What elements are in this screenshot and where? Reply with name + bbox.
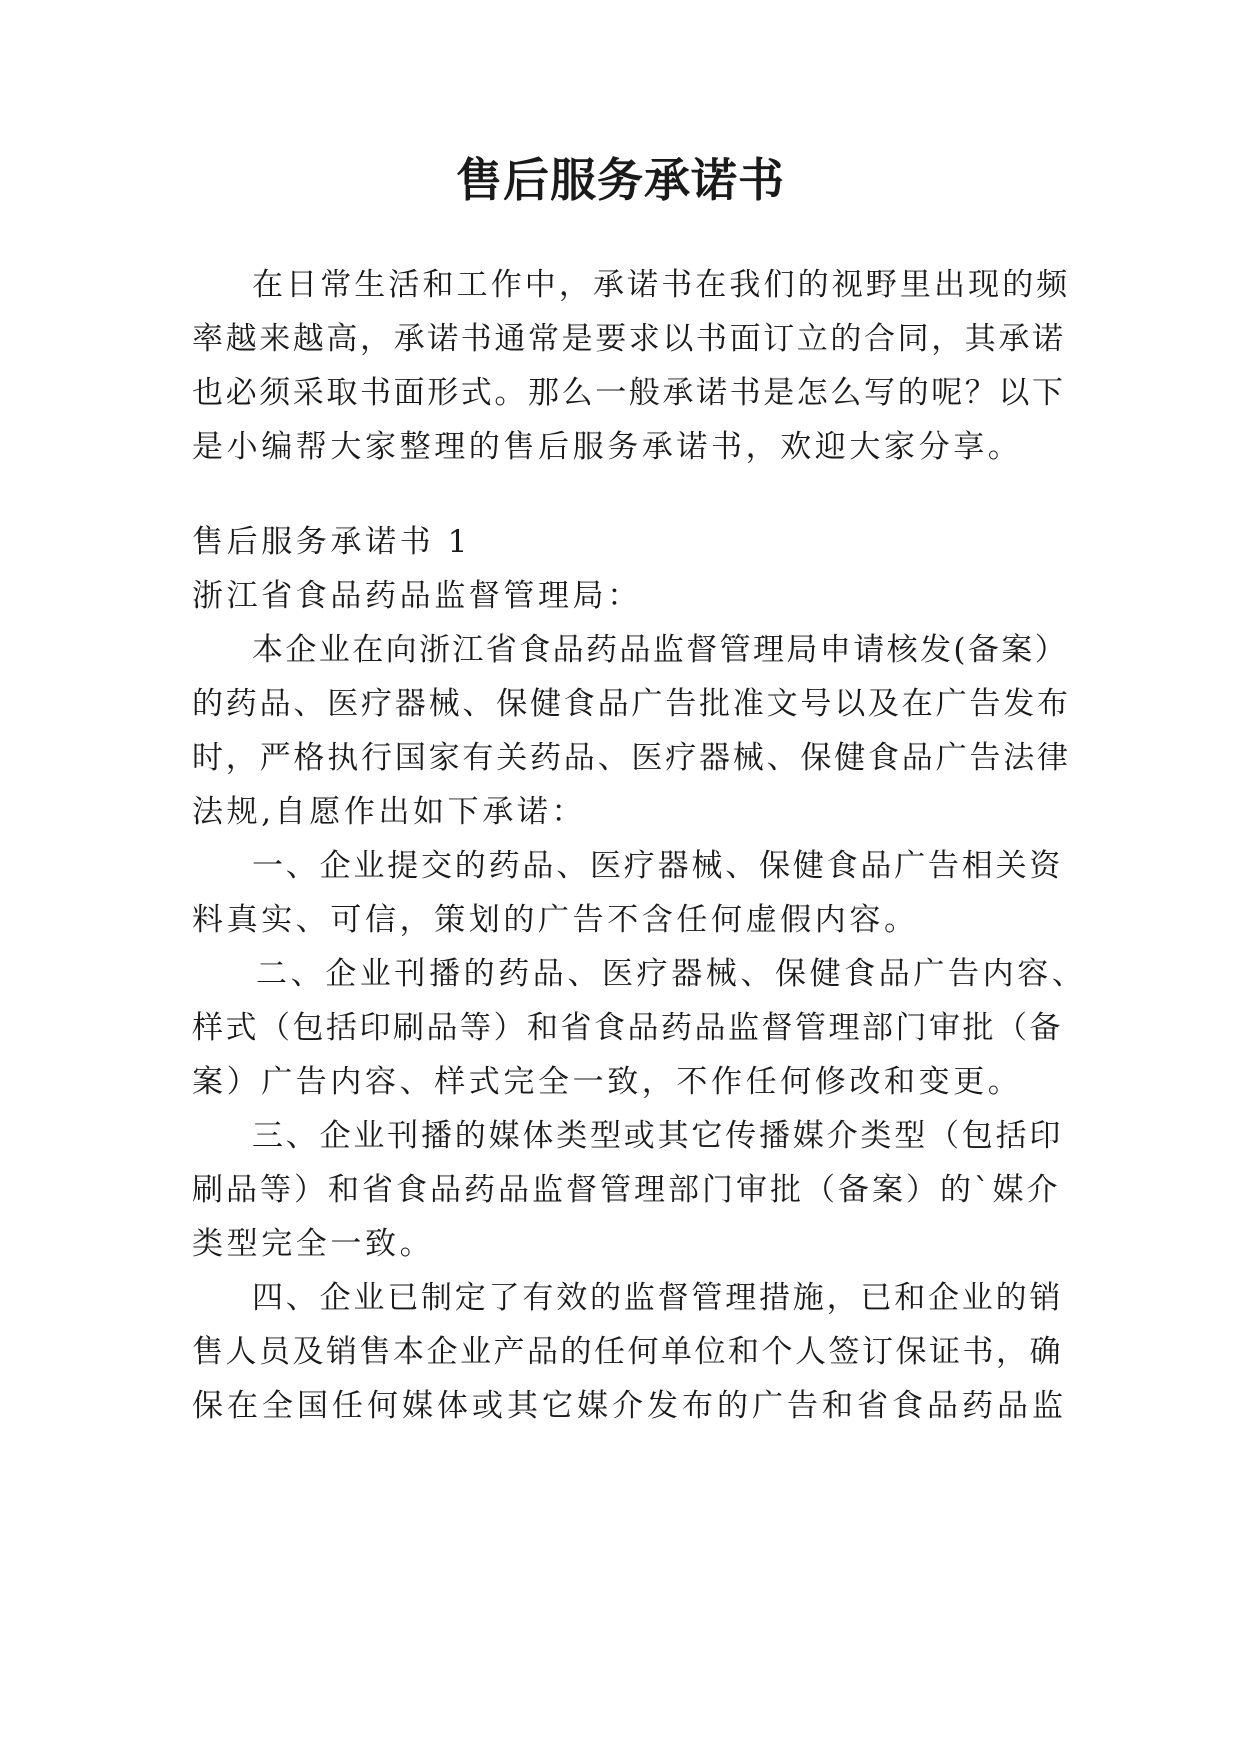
document-title: 售后服务承诺书 xyxy=(456,153,785,207)
intro-line: 也必须采取书面形式。那么一般承诺书是怎么写的呢？以下 xyxy=(192,375,1066,411)
addressee: 浙江省食品药品监督管理局： xyxy=(192,578,642,614)
body-line: 一、企业提交的药品、医疗器械、保健食品广告相关资 xyxy=(252,848,1064,884)
body-line: 刷品等）和省食品药品监督管理部门审批（备案）的`媒介 xyxy=(192,1172,1061,1208)
body-line: 的药品、医疗器械、保健食品广告批准文号以及在广告发布 xyxy=(192,686,1071,722)
intro-line: 是小编帮大家整理的售后服务承诺书，欢迎大家分享。 xyxy=(192,429,1023,465)
intro-line: 率越来越高，承诺书通常是要求以书面订立的合同，其承诺 xyxy=(192,321,1066,357)
body-line: 四、企业已制定了有效的监督管理措施，已和企业的销 xyxy=(252,1280,1064,1316)
body-line: 三、企业刊播的媒体类型或其它传播媒介类型（包括印 xyxy=(252,1118,1064,1154)
body-line: 时，严格执行国家有关药品、医疗器械、保健食品广告法律 xyxy=(192,740,1071,776)
body-line: 样式（包括印刷品等）和省食品药品监督管理部门审批（备 xyxy=(192,1010,1063,1046)
body-line: 类型完全一致。 xyxy=(192,1226,435,1262)
intro-line: 在日常生活和工作中，承诺书在我们的视野里出现的频 xyxy=(252,267,1071,303)
body-line: 本企业在向浙江省食品药品监督管理局申请核发(备案） xyxy=(252,632,1069,668)
body-line: 案）广告内容、样式完全一致，不作任何修改和变更。 xyxy=(192,1064,1023,1100)
body-line: 料真实、可信，策划的广告不含任何虚假内容。 xyxy=(192,902,919,938)
body-line: 售人员及销售本企业产品的任何单位和个人签订保证书，确 xyxy=(192,1334,1063,1370)
body-line: 法规,自愿作出如下承诺： xyxy=(192,794,587,830)
body-line: 保在全国任何媒体或其它媒介发布的广告和省食品药品监 xyxy=(192,1388,1067,1424)
body-line: 二、企业刊播的药品、医疗器械、保健食品广告内容、 xyxy=(256,956,1087,992)
section-heading: 售后服务承诺书 1 xyxy=(192,524,471,560)
